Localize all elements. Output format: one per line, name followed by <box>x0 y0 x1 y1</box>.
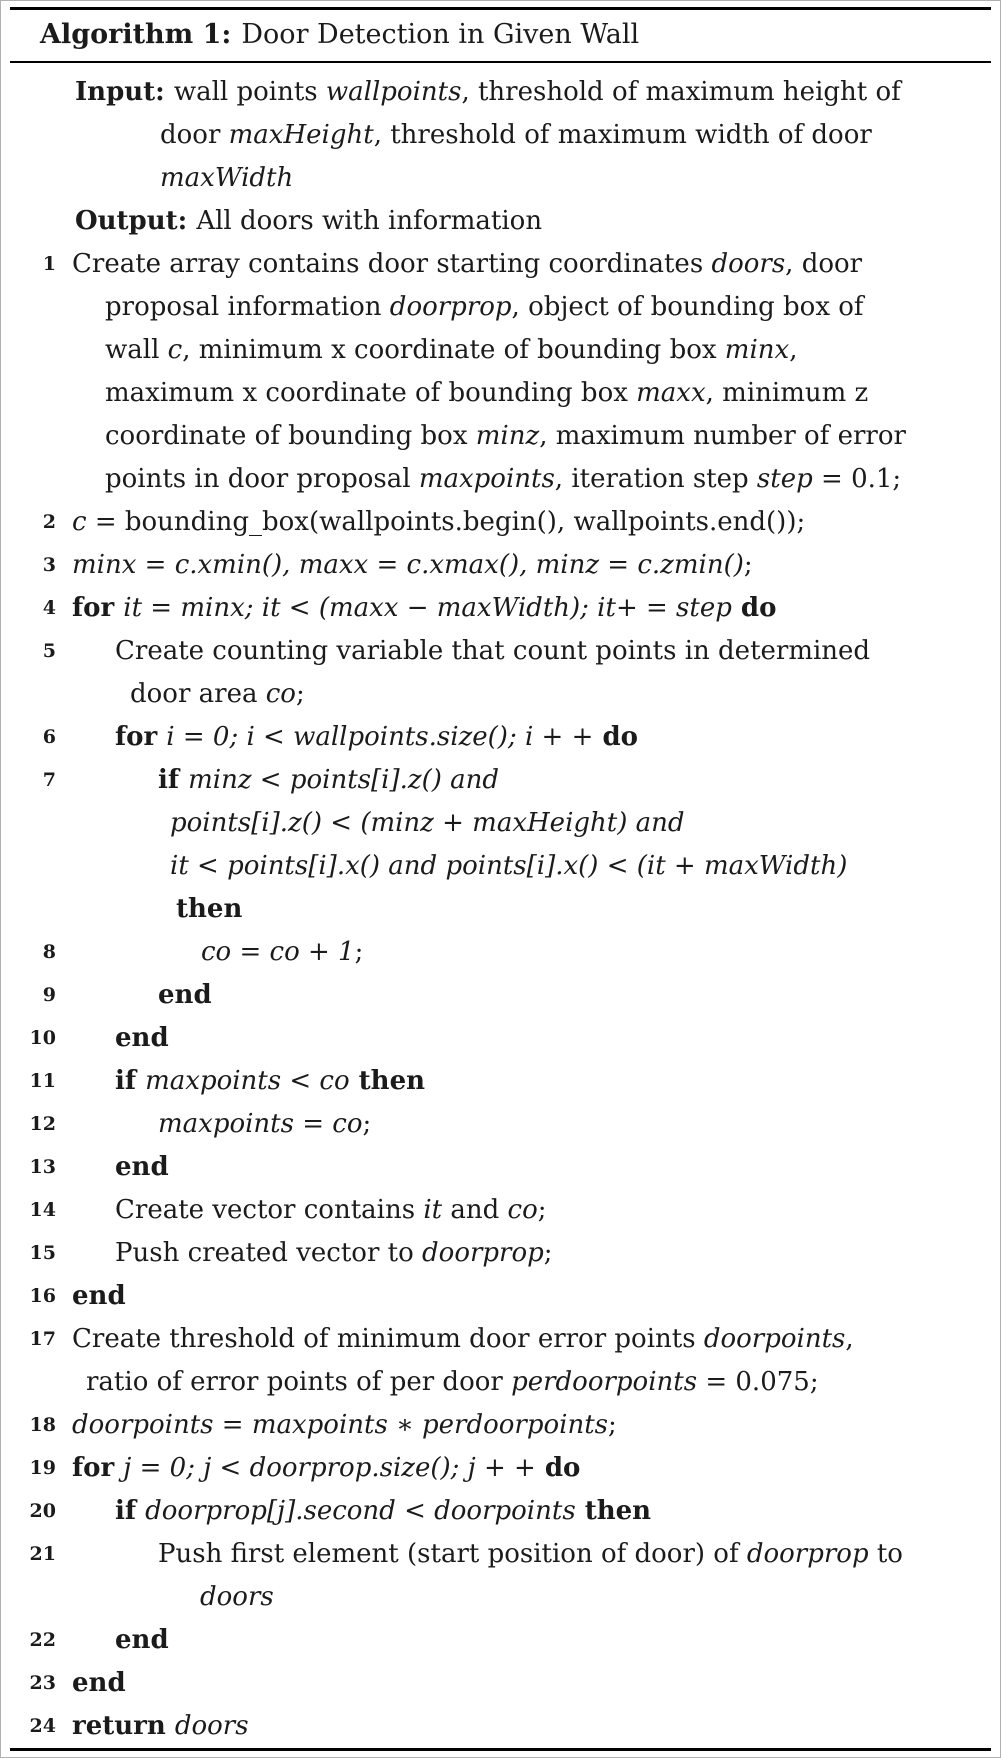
text-segment: maxpoints <box>418 464 555 494</box>
algorithm-line <box>10 243 991 286</box>
text-segment: end <box>158 980 212 1010</box>
algorithm-line <box>10 1017 991 1060</box>
text-segment: doorprop <box>422 1238 544 1268</box>
line-number <box>10 71 72 114</box>
text-segment: Input: <box>75 77 174 107</box>
line-content <box>72 157 293 200</box>
line-content <box>72 1189 547 1232</box>
algorithm-line <box>10 329 991 372</box>
text-segment: maximum x coordinate of bounding box <box>105 378 637 408</box>
line-number: 9 <box>42 984 56 1006</box>
line-content <box>72 759 499 802</box>
text-segment: doorprop[j].second < doorpoints <box>145 1496 576 1526</box>
algorithm-line <box>10 802 991 845</box>
text-segment: it < points[i].x() and points[i].x() < (it + maxWidth) <box>170 851 848 881</box>
algorithm-line <box>10 759 991 802</box>
algorithm-line <box>10 157 991 200</box>
line-number: 2 <box>42 511 56 533</box>
text-segment: coordinate of bounding box <box>105 421 476 451</box>
line-number: 4 <box>42 597 56 619</box>
line-content <box>72 286 864 329</box>
algorithm-body <box>10 63 991 1748</box>
text-segment: Create counting variable that count points in determined <box>115 636 871 666</box>
text-segment: , minimum z <box>705 378 869 408</box>
algorithm-line <box>10 1060 991 1103</box>
algorithm-line <box>10 1318 991 1361</box>
text-segment: , threshold of maximum height of <box>461 77 901 107</box>
line-content <box>72 974 212 1017</box>
line-content <box>72 1318 854 1361</box>
algorithm-line <box>10 845 991 888</box>
text-segment: ; <box>295 679 305 709</box>
line-content <box>72 1017 169 1060</box>
line-content <box>72 200 542 243</box>
line-number: 20 <box>29 1500 56 1522</box>
line-content <box>72 1275 126 1318</box>
line-content <box>72 587 776 630</box>
line-content <box>72 1662 126 1705</box>
algorithm-line <box>10 114 991 157</box>
line-number <box>10 802 72 845</box>
text-segment: co <box>507 1195 538 1225</box>
text-segment: , iteration step <box>554 464 757 494</box>
text-segment: = 0.1; <box>812 464 902 494</box>
text-segment: end <box>72 1281 126 1311</box>
algorithm-line <box>10 630 991 673</box>
text-segment: end <box>115 1625 169 1655</box>
algorithm-caption-label: Algorithm 1: <box>40 19 232 50</box>
text-segment: , maximum number of error <box>539 421 906 451</box>
text-segment: Create vector contains <box>115 1195 424 1225</box>
algorithm-line <box>10 1232 991 1275</box>
line-content <box>72 501 805 544</box>
text-segment: minx <box>724 335 790 365</box>
text-segment: doorprop <box>746 1539 869 1569</box>
text-segment: minz <box>475 421 540 451</box>
algorithm-line <box>10 458 991 501</box>
text-segment: doorpoints <box>703 1324 846 1354</box>
text-segment: end <box>115 1152 169 1182</box>
line-content <box>72 630 870 673</box>
text-segment: do <box>535 1453 581 1483</box>
text-segment: for <box>115 722 167 752</box>
line-number <box>10 157 72 200</box>
algorithm-line <box>10 415 991 458</box>
line-number: 23 <box>29 1672 56 1694</box>
text-segment: Push first element (start position of door) of <box>158 1539 747 1569</box>
line-content <box>72 1404 617 1447</box>
line-content <box>72 1447 580 1490</box>
text-segment: do <box>731 593 777 623</box>
text-segment: wallpoints <box>325 77 462 107</box>
algorithm-line <box>10 544 991 587</box>
line-number <box>10 1576 72 1619</box>
algorithm-line <box>10 1619 991 1662</box>
text-segment: ; <box>743 550 753 580</box>
line-content <box>72 1619 169 1662</box>
line-number <box>10 372 72 415</box>
text-segment: , object of bounding box of <box>511 292 864 322</box>
algorithm-line <box>10 587 991 630</box>
line-number: 5 <box>42 640 56 662</box>
line-content <box>72 415 906 458</box>
text-segment: if <box>115 1066 146 1096</box>
bottom-rule <box>10 1748 991 1751</box>
line-number: 12 <box>29 1113 56 1135</box>
line-number <box>10 888 72 931</box>
algorithm-line <box>10 931 991 974</box>
text-segment: Create threshold of minimum door error points <box>72 1324 704 1354</box>
line-number <box>10 329 72 372</box>
text-segment: ; <box>537 1195 547 1225</box>
line-content <box>72 1361 819 1404</box>
text-segment: ; <box>362 1109 372 1139</box>
text-segment: c <box>167 335 183 365</box>
line-content <box>72 888 242 931</box>
algorithm-line <box>10 1103 991 1146</box>
algorithm-line <box>10 716 991 759</box>
text-segment: co = co + 1 <box>201 937 355 967</box>
algorithm-line <box>10 200 991 243</box>
text-segment: = bounding_box(wallpoints.begin(), wallpoints.end()); <box>86 507 806 537</box>
text-segment: end <box>72 1668 126 1698</box>
text-segment: for <box>72 593 124 623</box>
line-number: 15 <box>29 1242 56 1264</box>
line-number: 8 <box>42 941 56 963</box>
text-segment: = 0.075; <box>697 1367 819 1397</box>
line-number <box>10 1361 72 1404</box>
algorithm-line <box>10 71 991 114</box>
text-segment: step <box>756 464 813 494</box>
line-number <box>10 114 72 157</box>
line-number: 24 <box>29 1715 56 1737</box>
text-segment: doors <box>200 1582 274 1612</box>
line-content <box>72 1490 651 1533</box>
line-number <box>10 286 72 329</box>
text-segment: for <box>72 1453 124 1483</box>
algorithm-line <box>10 1146 991 1189</box>
text-segment: co <box>265 679 296 709</box>
line-content <box>72 1146 169 1189</box>
text-segment: perdoorpoints <box>511 1367 698 1397</box>
algorithm-line <box>10 286 991 329</box>
line-content <box>72 845 847 888</box>
algorithm-line <box>10 1533 991 1576</box>
text-segment: j = 0; j < doorprop.size(); j + + <box>123 1453 536 1483</box>
text-segment: doors <box>174 1711 249 1741</box>
text-segment: maxx <box>636 378 706 408</box>
line-content <box>72 458 901 501</box>
text-segment: minx = c.xmin(), maxx = c.xmax(), minz = c.zmin() <box>72 550 744 580</box>
line-content <box>72 329 797 372</box>
text-segment: maxWidth <box>160 163 294 193</box>
text-segment: then <box>349 1066 426 1096</box>
text-segment: All doors with information <box>196 206 543 236</box>
text-segment: end <box>115 1023 169 1053</box>
text-segment: , minimum x coordinate of bounding box <box>182 335 725 365</box>
algorithm-line <box>10 1447 991 1490</box>
line-content <box>72 1232 553 1275</box>
text-segment: Push created vector to <box>115 1238 423 1268</box>
text-segment: proposal information <box>105 292 390 322</box>
text-segment: maxHeight <box>228 120 374 150</box>
algorithm-line <box>10 372 991 415</box>
text-segment: to <box>868 1539 903 1569</box>
text-segment: , threshold of maximum width of door <box>373 120 872 150</box>
text-segment: do <box>593 722 638 752</box>
line-content <box>72 931 363 974</box>
text-segment: maxpoints = co <box>158 1109 363 1139</box>
algorithm-line <box>10 1361 991 1404</box>
text-segment: door <box>160 120 229 150</box>
text-segment: doors <box>711 249 786 279</box>
text-segment: doorpoints = maxpoints ∗ perdoorpoints <box>72 1410 608 1440</box>
line-number <box>10 458 72 501</box>
text-segment: minz < points[i].z() and <box>188 765 500 795</box>
text-segment: c <box>72 507 87 537</box>
text-segment: then <box>575 1496 652 1526</box>
text-segment: , door <box>785 249 863 279</box>
text-segment: points[i].z() < (minz + maxHeight) and <box>170 808 685 838</box>
algorithm-line <box>10 1404 991 1447</box>
text-segment: Create array contains door starting coordinates <box>72 249 712 279</box>
line-number: 19 <box>29 1457 56 1479</box>
text-segment: it = minx; it < (maxx − maxWidth); it+ = step <box>123 593 732 623</box>
line-number <box>10 845 72 888</box>
algorithm-line <box>10 1576 991 1619</box>
algorithm-line <box>10 1490 991 1533</box>
line-content <box>72 673 305 716</box>
line-number: 11 <box>29 1070 56 1092</box>
text-segment: ; <box>608 1410 617 1440</box>
line-number: 6 <box>42 726 56 748</box>
line-number <box>10 200 72 243</box>
text-segment: then <box>176 894 243 924</box>
line-content <box>72 1103 371 1146</box>
text-segment: maxpoints < co <box>145 1066 350 1096</box>
line-content <box>72 243 862 286</box>
line-content <box>72 544 753 587</box>
line-number: 7 <box>42 769 56 791</box>
algorithm-line <box>10 1189 991 1232</box>
text-segment: ; <box>543 1238 553 1268</box>
line-number: 18 <box>29 1414 56 1436</box>
text-segment: return <box>72 1711 175 1741</box>
line-content <box>72 802 685 845</box>
line-content <box>72 1705 249 1748</box>
line-content <box>72 372 868 415</box>
algorithm-line <box>10 974 991 1017</box>
algorithm-line <box>10 501 991 544</box>
line-number: 3 <box>42 554 56 576</box>
line-number: 17 <box>29 1328 56 1350</box>
text-segment: doorprop <box>389 292 512 322</box>
text-segment: , <box>845 1324 854 1354</box>
text-segment: points in door proposal <box>105 464 419 494</box>
text-segment: Output: <box>75 206 197 236</box>
line-number <box>10 415 72 458</box>
text-segment: and <box>442 1195 508 1225</box>
algorithm-caption <box>10 10 991 61</box>
line-content <box>72 114 872 157</box>
text-segment: wall <box>105 335 168 365</box>
line-number: 22 <box>29 1629 56 1651</box>
line-content <box>72 1533 903 1576</box>
line-number <box>10 673 72 716</box>
line-number: 16 <box>29 1285 56 1307</box>
algorithm-line <box>10 1705 991 1748</box>
text-segment: if <box>158 765 189 795</box>
algorithm-line <box>10 888 991 931</box>
line-number: 10 <box>29 1027 56 1049</box>
line-number: 21 <box>29 1543 56 1565</box>
algorithm-caption-title: Door Detection in Given Wall <box>241 19 640 50</box>
text-segment: door area <box>130 679 266 709</box>
algorithm-line <box>10 1275 991 1318</box>
text-segment: wall points <box>173 77 326 107</box>
text-segment: i = 0; i < wallpoints.size(); i + + <box>166 722 594 752</box>
line-content <box>72 1576 274 1619</box>
line-number: 13 <box>29 1156 56 1178</box>
text-segment: ; <box>354 937 364 967</box>
line-number: 1 <box>42 253 56 275</box>
text-segment: it <box>423 1195 443 1225</box>
text-segment: , <box>789 335 798 365</box>
line-content <box>72 716 638 759</box>
algorithm-line <box>10 1662 991 1705</box>
text-segment: ratio of error points of per door <box>86 1367 512 1397</box>
line-number: 14 <box>29 1199 56 1221</box>
algorithm-line <box>10 673 991 716</box>
line-content <box>72 1060 425 1103</box>
line-content <box>72 71 901 114</box>
text-segment: if <box>115 1496 146 1526</box>
